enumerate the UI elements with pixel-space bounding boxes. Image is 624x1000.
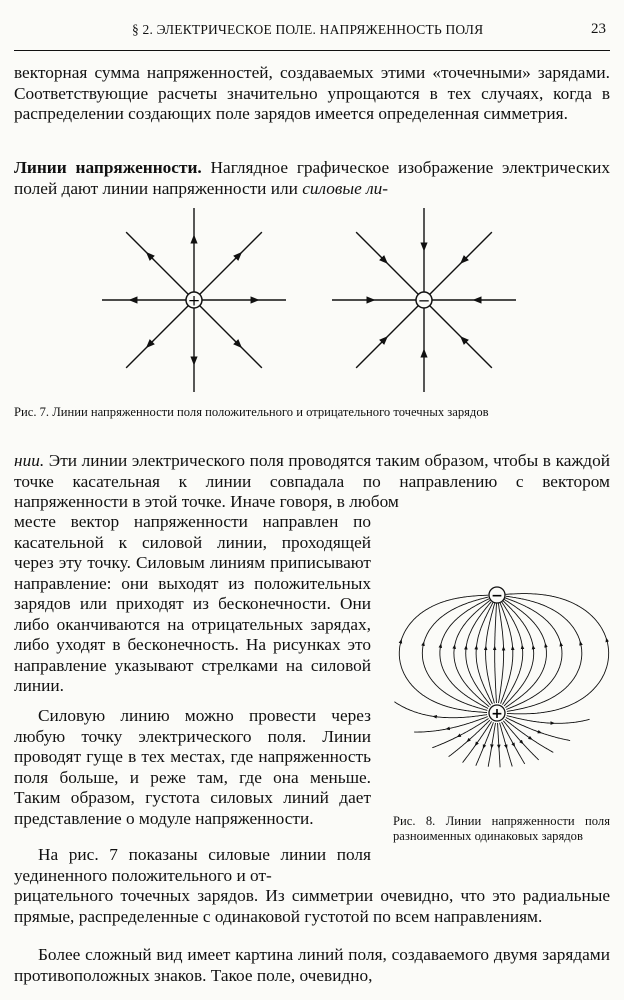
fig7-pos-lines-line — [126, 232, 188, 294]
dipole-field-line — [414, 717, 488, 733]
page-number: 23 — [591, 21, 606, 37]
section-heading-field-lines: Линии напряженности. — [14, 158, 202, 177]
fig7-neg-lines-arrow — [463, 339, 469, 345]
paragraph-3-continued: месте вектор напряженности направлен по касательной к силовой линии, проходящей через эту точку. Силовым линиям приписывают направление: они выходят из положительных зарядов или приходят из бесконечности. Они либо оканчиваются на отрицательных зарядах, либо уходят в бесконечность. На рисунках это направление указывают стрелками на силовой линии. — [14, 512, 371, 695]
fig7-neg-lines-line — [430, 306, 492, 368]
dipole-field-line — [432, 719, 488, 748]
fig7-pos-lines-line — [200, 232, 262, 294]
dipole-field-arrow — [400, 641, 401, 643]
dipole-field-arrow — [581, 643, 582, 645]
figure-8-caption: Рис. 8. Линии напряженности поля разноименных одинаковых зарядов — [393, 814, 610, 843]
dipole-field-arrow — [607, 640, 608, 642]
paragraph-2-text: Наглядное графическое изображение электрических полей дают линии напряженности или — [14, 158, 610, 198]
paragraph-2-italic: силовые ли- — [302, 178, 389, 198]
running-header — [14, 10, 610, 51]
dipole-field-line — [422, 597, 488, 710]
dipole-field-line — [476, 722, 494, 765]
dipole-field-line — [440, 599, 489, 709]
fig7-neg-lines-line — [356, 306, 418, 368]
section-title: § 2. ЭЛЕКТРИЧЕСКОЕ ПОЛЕ. НАПРЯЖЕННОСТЬ ПОЛЯ — [132, 22, 484, 37]
dipole-field-arrow — [513, 743, 514, 745]
dipole-field-arrow — [468, 739, 470, 741]
paragraph-3-italic: нии. — [14, 451, 45, 470]
dipole-field-arrow — [520, 741, 522, 743]
dipole-field-line — [505, 719, 554, 752]
figure-7-point-charges — [0, 200, 624, 400]
paragraph-1: векторная сумма напряженностей, создаваемых этими «точечными» зарядами. Соответствующие расчеты значительно упрощаются в тех случаях, когда в распределении создающих поле зарядов имеется определенная симметрия. — [14, 63, 610, 123]
fig7-neg-lines-line — [356, 232, 418, 294]
paragraph-5-wide: рицательного точечных зарядов. Из симметрии очевидно, что это радиальные прямые, распределенные с одинаковой густотой по всем направлениям. — [14, 886, 610, 926]
figure-8-dipole-field — [385, 510, 615, 810]
dipole-field-arrow — [476, 742, 477, 744]
dipole-field-line — [507, 716, 590, 724]
dipole-field-arrow — [529, 737, 531, 738]
negative-charge-label: − — [417, 291, 431, 310]
paragraph-3-text: Эти линии электрического поля проводятся таким образом, чтобы в каждой точке касательная к линии совпадала по направлению с вектором напряженности в этой точке. Иначе говоря, в любом — [14, 451, 610, 511]
fig7-neg-lines-line — [430, 232, 492, 294]
dipole-field-line — [486, 603, 495, 703]
fig7-pos-lines-line — [126, 306, 188, 368]
figure-7-caption: Рис. 7. Линии напряженности поля положительного и отрицательного точечных зарядов — [14, 405, 489, 419]
dipole-field-arrow — [506, 745, 507, 747]
fig7-pos-lines-arrow — [233, 255, 239, 261]
dipole-field-arrow — [448, 728, 450, 729]
dipole-field-lines — [394, 594, 608, 768]
dipole-field-line — [506, 594, 609, 714]
dipole-field-arrow — [459, 735, 461, 736]
dipole-field-line — [495, 604, 497, 704]
fig8-positive-charge-label: + — [491, 706, 503, 722]
paragraph-5-narrow: На рис. 7 показаны силовые линии поля уединенного положительного и от- — [14, 845, 371, 885]
paragraph-2 — [14, 158, 610, 199]
fig7-neg-lines-arrow — [463, 255, 469, 261]
fig7-neg-lines-arrow — [379, 255, 385, 261]
dipole-field-line — [503, 601, 534, 706]
dipole-field-line — [506, 596, 582, 711]
dipole-field-line — [498, 603, 503, 703]
dipole-field-arrow — [423, 644, 424, 646]
dipole-field-line — [500, 603, 513, 704]
paragraph-6: Более сложный вид имеет картина линий поля, создаваемого двумя зарядами противоположных знаков. Такое поле, очевидно, — [14, 945, 610, 985]
dipole-field-arrow — [538, 732, 540, 733]
fig8-negative-charge-label: − — [491, 588, 503, 604]
fig7-pos-lines-arrow — [149, 255, 155, 261]
fig7-pos-lines-line — [200, 306, 262, 368]
dipole-field-arrow — [484, 745, 485, 747]
paragraph-4: Силовую линию можно провести через любую точку электрического поля. Линии проводят гуще в тех местах, где напряженность поля больше, и реже там, где она меньше. Таким образом, густота силовых линий дает представление о модуле напряженности. — [14, 706, 371, 828]
fig7-neg-lines-arrow — [379, 339, 385, 345]
fig7-pos-lines-arrow — [149, 339, 155, 345]
positive-charge-label: + — [187, 291, 201, 310]
dipole-field-line — [506, 718, 570, 741]
dipole-field-line — [466, 602, 492, 705]
fig7-pos-lines-arrow — [233, 339, 239, 345]
dipole-field-arrow — [561, 644, 562, 646]
paragraph-3 — [14, 451, 610, 513]
